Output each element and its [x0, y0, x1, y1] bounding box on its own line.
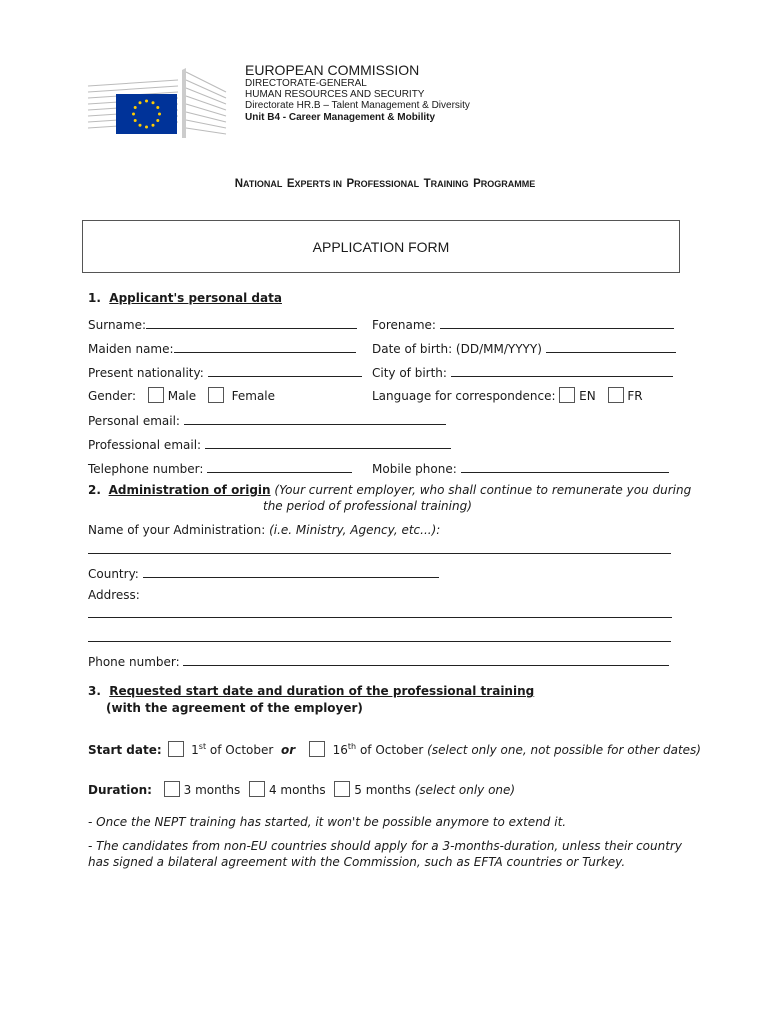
- surname-field[interactable]: Surname:: [88, 315, 357, 332]
- address-line-1[interactable]: [88, 605, 672, 618]
- telephone-field[interactable]: Telephone number:: [88, 459, 352, 476]
- date-of-birth-field[interactable]: Date of birth: (DD/MM/YYYY): [372, 339, 676, 356]
- programme-title: NATIONAL EXPERTS IN PROFESSIONAL TRAINING PROGRAMME: [234, 178, 536, 190]
- address-label: Address:: [88, 588, 140, 602]
- administration-line[interactable]: [88, 541, 671, 554]
- forename-field[interactable]: Forename:: [372, 315, 674, 332]
- language-group: Language for correspondence: EN FR: [372, 389, 643, 403]
- fr-checkbox[interactable]: [608, 387, 624, 403]
- city-of-birth-field[interactable]: City of birth:: [372, 363, 673, 380]
- note-non-eu-1: - The candidates from non-EU countries should apply for a 3-months-duration, unless their country: [88, 839, 682, 853]
- form-title: APPLICATION FORM: [312, 239, 450, 255]
- duration-group: Duration: 3 months 4 months 5 months (select only one): [88, 783, 516, 797]
- personal-email-field[interactable]: Personal email:: [88, 411, 446, 428]
- duration-3-months-checkbox[interactable]: [164, 781, 180, 797]
- duration-5-months-checkbox[interactable]: [334, 781, 350, 797]
- start-date-group: Start date: 1st of October or 16th of October (select only one, not possible for other dates): [88, 742, 701, 757]
- male-checkbox[interactable]: [148, 387, 164, 403]
- female-checkbox[interactable]: [208, 387, 224, 403]
- unit: Unit B4 - Career Management & Mobility: [245, 112, 436, 123]
- phone-number-field[interactable]: Phone number:: [88, 652, 669, 669]
- start-16th-october-checkbox[interactable]: [309, 741, 325, 757]
- country-field[interactable]: Country:: [88, 564, 439, 581]
- section-1-heading: 1. Applicant's personal data: [88, 291, 282, 305]
- maiden-name-field[interactable]: Maiden name:: [88, 339, 356, 356]
- note-non-eu-2: has signed a bilateral agreement with the Commission, such as EFTA countries or Turkey.: [88, 855, 626, 869]
- dg-name: HUMAN RESOURCES AND SECURITY: [245, 89, 425, 100]
- gender-group: Gender: Male Female: [88, 389, 276, 403]
- org-name: EUROPEAN COMMISSION: [245, 62, 420, 78]
- address-line-2[interactable]: [88, 629, 671, 642]
- mobile-phone-field[interactable]: Mobile phone:: [372, 459, 669, 476]
- administration-label: Name of your Administration: (i.e. Ministry, Agency, etc...):: [88, 523, 441, 537]
- directorate: Directorate HR.B – Talent Management & Diversity: [245, 100, 470, 111]
- section-3-subheading: (with the agreement of the employer): [106, 701, 363, 715]
- en-checkbox[interactable]: [559, 387, 575, 403]
- section-2-note: the period of professional training): [263, 499, 472, 513]
- dg-label: DIRECTORATE-GENERAL: [245, 78, 367, 89]
- start-1st-october-checkbox[interactable]: [168, 741, 184, 757]
- professional-email-field[interactable]: Professional email:: [88, 435, 451, 452]
- section-2-heading: 2. Administration of origin (Your current employer, who shall continue to remunerate you during: [88, 483, 692, 497]
- nationality-field[interactable]: Present nationality:: [88, 363, 362, 380]
- note-extension: - Once the NEPT training has started, it won't be possible anymore to extend it.: [88, 815, 567, 829]
- section-3-heading: 3. Requested start date and duration of the professional training: [88, 684, 535, 698]
- duration-4-months-checkbox[interactable]: [249, 781, 265, 797]
- european-commission-logo: [86, 66, 232, 138]
